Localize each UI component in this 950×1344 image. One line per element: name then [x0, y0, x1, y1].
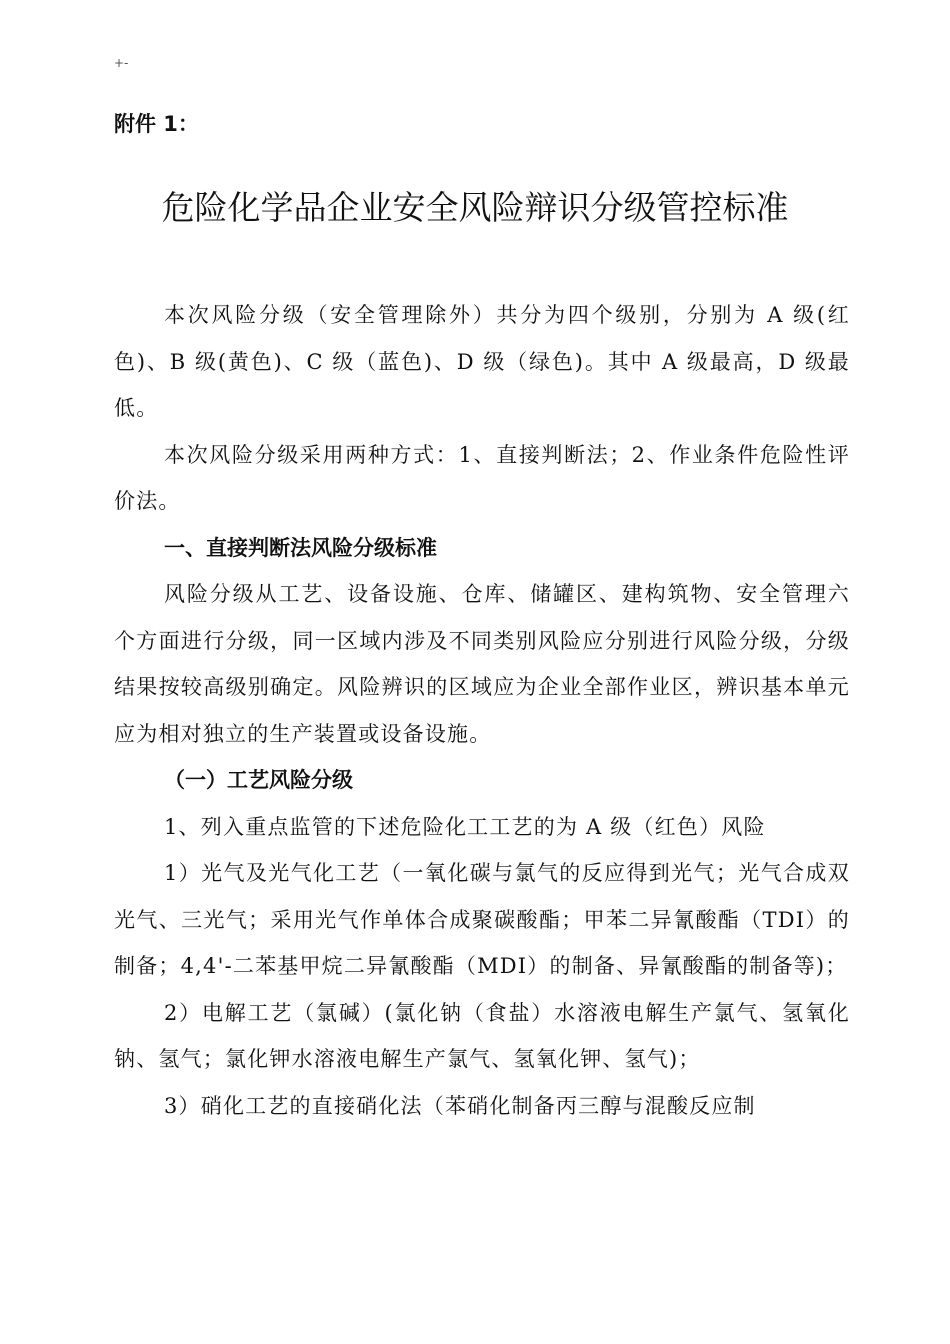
paragraph-risk-levels: 本次风险分级（安全管理除外）共分为四个级别，分别为 A 级(红色)、B 级(黄色)、C 级（蓝色)、D 级（绿色)。其中 A 级最高，D 级最低。	[114, 303, 850, 420]
header-mark: +-	[114, 56, 129, 70]
document-body	[114, 292, 850, 1129]
section-heading-direct-method: 一、直接判断法风险分级标准	[164, 535, 437, 560]
paragraph-grading-scope: 风险分级从工艺、设备设施、仓库、储罐区、建构筑物、安全管理六个方面进行分级，同一区域内涉及不同类别风险应分别进行风险分级，分级结果按较高级别确定。风险辨识的区域应为企业全部作业区，辨识基本单元应为相对独立的生产装置或设备设施。	[114, 582, 850, 746]
subsection-heading-process-risk: （一）工艺风险分级	[164, 768, 353, 792]
document-title: 危险化学品企业安全风险辩识分级管控标准	[161, 188, 789, 227]
paragraph-methods: 本次风险分级采用两种方式：1、直接判断法；2、作业条件危险性评价法。	[114, 442, 850, 513]
paragraph-item-1-3: 3）硝化工艺的直接硝化法（苯硝化制备丙三醇与混酸反应制	[164, 1093, 756, 1118]
attachment-label: 附件 1：	[114, 112, 199, 136]
paragraph-item-1-2: 2）电解工艺（氯碱）(氯化钠（食盐）水溶液电解生产氯气、氢氧化钠、氢气；氯化钾水溶液电解生产氯气、氢氧化钾、氢气)；	[114, 1000, 850, 1071]
paragraph-item-1-1: 1）光气及光气化工艺（一氧化碳与氯气的反应得到光气；光气合成双光气、三光气；采用光气作单体合成聚碳酸酯；甲苯二异氰酸酯（TDI）的制备；4,4'-二苯基甲烷二异氰酸酯（MDI）的制备、异氰酸酯的制备等)；	[114, 861, 850, 978]
paragraph-item-1: 1、列入重点监管的下述危险化工工艺的为 A 级（红色）风险	[164, 814, 766, 839]
